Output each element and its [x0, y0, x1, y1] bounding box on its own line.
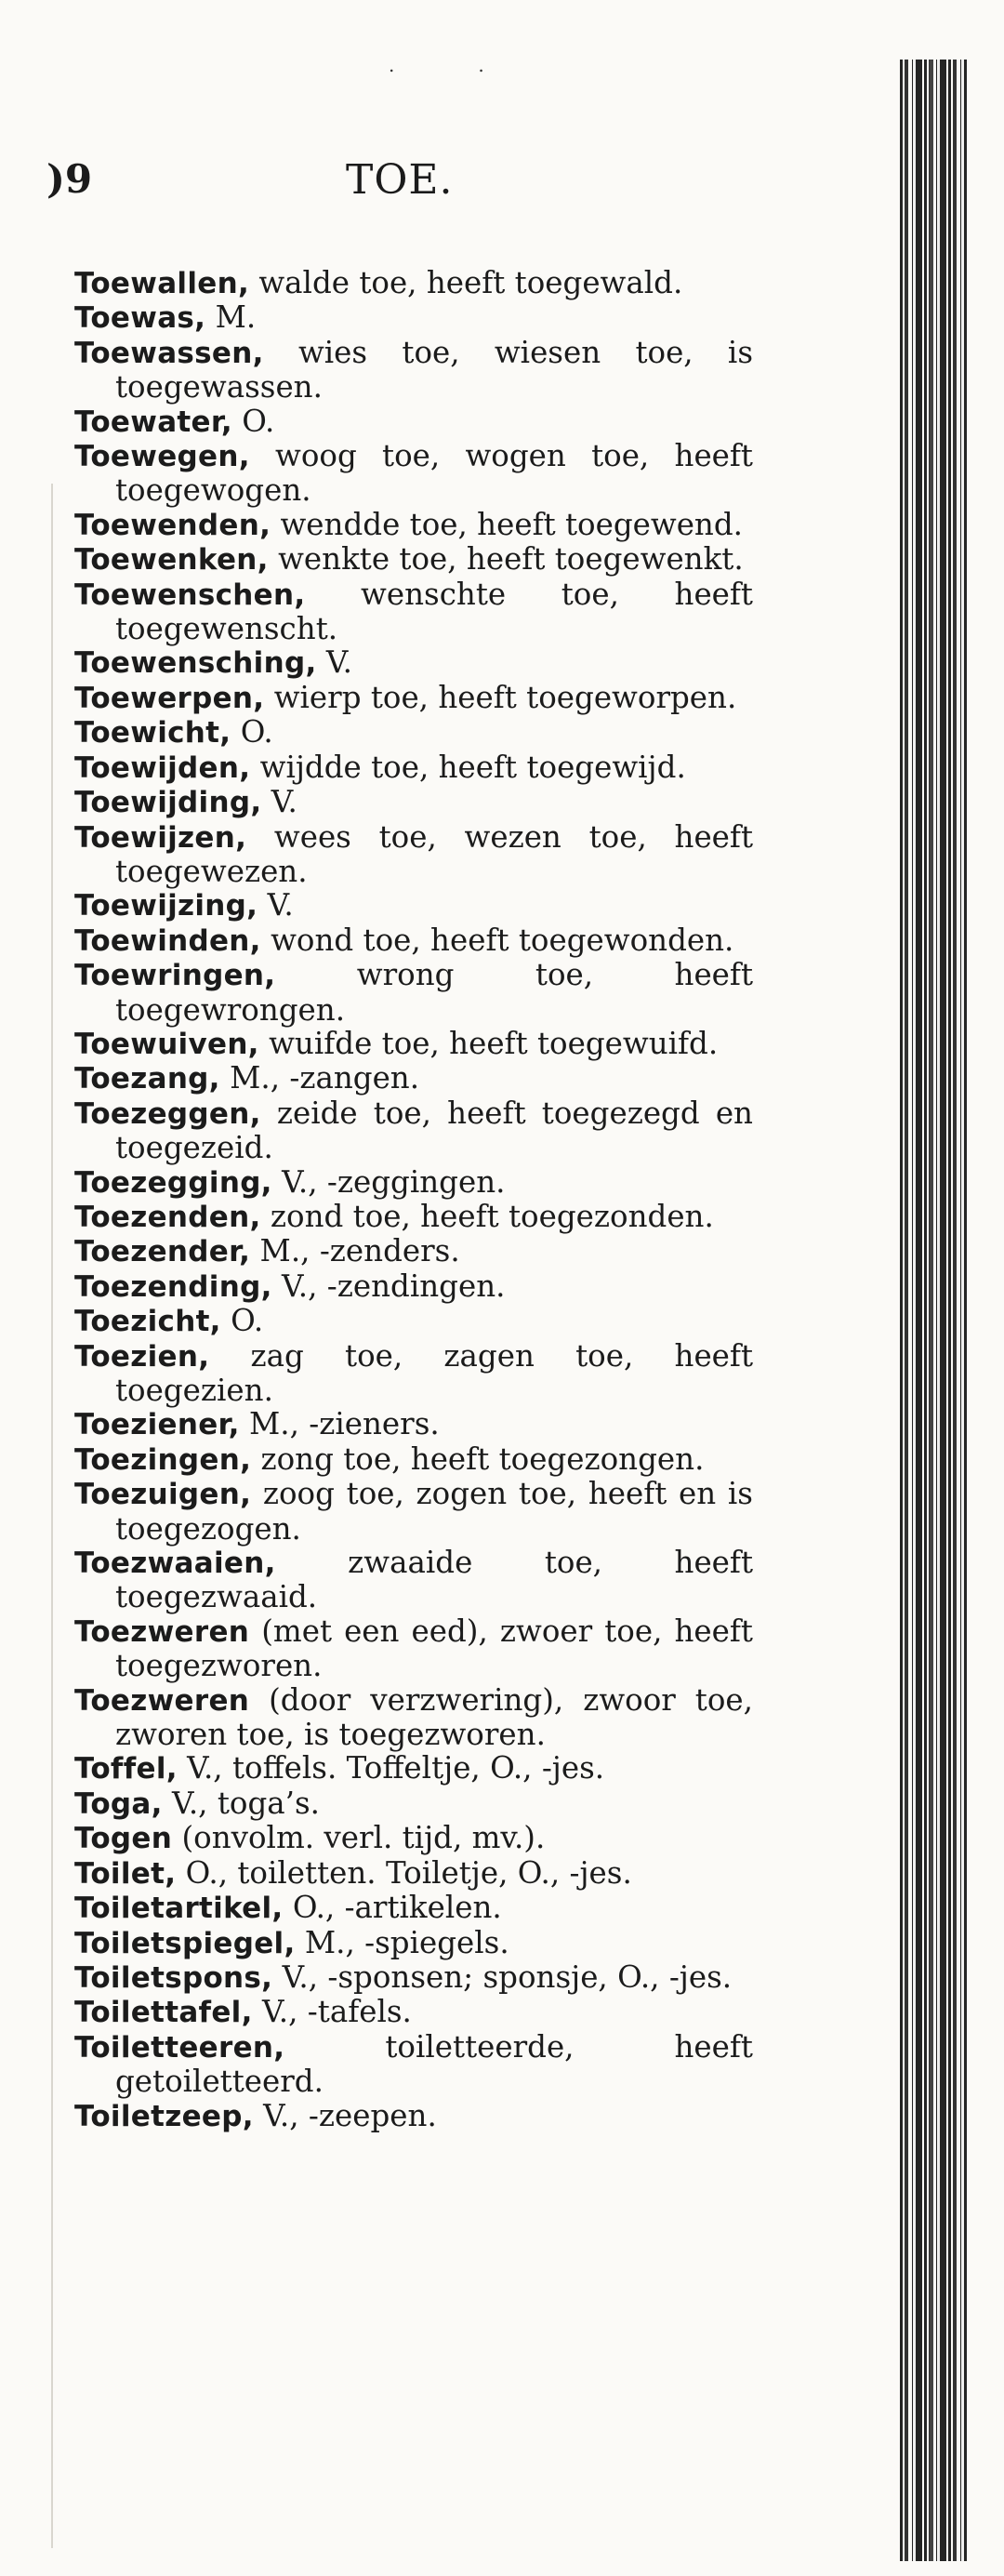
dictionary-entry — [74, 923, 753, 958]
headword: Toffel, — [74, 1752, 178, 1786]
dictionary-entry — [74, 1096, 753, 1165]
definition: O. — [220, 1303, 264, 1339]
headword: Toewijzing, — [74, 889, 258, 923]
dictionary-entry — [74, 888, 753, 923]
definition: wuifde toe, heeft toegewuifd. — [258, 1025, 719, 1061]
definition: wierp toe, heeft toegeworpen. — [264, 679, 737, 715]
dictionary-entry — [74, 1960, 753, 1995]
headword: Toiletzeep, — [74, 2099, 254, 2133]
dictionary-entry — [74, 2030, 753, 2099]
dictionary-entry — [74, 2099, 753, 2133]
dictionary-entry — [74, 439, 753, 508]
headword: Toewinden, — [74, 923, 261, 958]
dictionary-entry — [74, 1477, 753, 1546]
definition: zwaaide toe, heeft toegezwaaid. — [115, 1545, 753, 1615]
dictionary-entry — [74, 1995, 753, 2029]
headword: Toewuiven, — [74, 1027, 259, 1061]
definition: wenschte toe, heeft toegewenscht. — [115, 576, 753, 647]
headword: Toewas, — [74, 301, 206, 336]
headword: Toewensching, — [74, 646, 317, 681]
definition: V., -zeepen. — [253, 2097, 437, 2133]
dictionary-entry — [74, 1304, 753, 1338]
dictionary-entry — [74, 750, 753, 785]
headword: Toezending, — [74, 1269, 272, 1304]
headword: Togen — [74, 1822, 173, 1856]
margin-rule — [51, 484, 53, 2548]
definition: (door verzwering), zwoor toe, zworen toe, is toegezworen. — [115, 1681, 753, 1753]
definition: M., -zangen. — [219, 1060, 420, 1096]
running-head: TOE. — [346, 156, 454, 204]
headword: Toezeggen, — [74, 1096, 261, 1131]
dictionary-entry — [74, 1407, 753, 1441]
definition: woog toe, wogen toe, heeft toegewogen. — [115, 438, 753, 509]
headword: Toezenden, — [74, 1200, 261, 1234]
page-number: )9 — [46, 156, 93, 202]
headword: Toewallen, — [74, 267, 250, 300]
definition: wond toe, heeft toegewonden. — [260, 922, 734, 958]
dictionary-entry — [74, 405, 753, 439]
dictionary-entry — [74, 1546, 753, 1614]
headword: Toewringen, — [74, 959, 276, 993]
dictionary-entry — [74, 1442, 753, 1477]
definition: V. — [261, 784, 297, 820]
definition: wees toe, wezen toe, heeft toegewezen. — [115, 818, 753, 889]
headword: Toewegen, — [74, 440, 250, 474]
headword: Toeziener, — [74, 1408, 240, 1442]
definition: V., -tafels. — [252, 1994, 412, 2030]
dictionary-entry — [74, 1821, 753, 1855]
dictionary-entry — [74, 958, 753, 1027]
definition: O. — [231, 714, 273, 750]
headword: Toezender, — [74, 1235, 251, 1269]
dictionary-entry — [74, 1234, 753, 1268]
dictionary-entry — [74, 1614, 753, 1683]
headword: Toezweren — [74, 1683, 250, 1718]
headword: Toezang, — [74, 1062, 220, 1096]
definition: V., toga’s. — [162, 1785, 320, 1821]
dictionary-entry — [74, 508, 753, 542]
dictionary-entry — [74, 681, 753, 715]
definition: O., toiletten. Toiletje, O., -jes. — [176, 1854, 632, 1891]
dictionary-entry — [74, 336, 753, 405]
dictionary-entry — [74, 1751, 753, 1786]
definition: (met een eed), zwoer toe, heeft toegezworen. — [115, 1613, 753, 1684]
definition: wendde toe, heeft toegewend. — [271, 506, 744, 542]
definition: wrong toe, heeft toegewrongen. — [115, 957, 753, 1028]
dictionary-entry — [74, 1339, 753, 1408]
headword: Toewassen, — [74, 336, 264, 370]
definition: (onvolm. verl. tijd, mv.). — [172, 1820, 546, 1856]
dictionary-entry — [74, 1200, 753, 1234]
dictionary-entry — [74, 1165, 753, 1200]
headword: Toilettafel, — [74, 1996, 253, 2030]
definition: wijdde toe, heeft toegewijd. — [250, 749, 686, 785]
headword: Toga, — [74, 1786, 163, 1821]
headword: Toezingen, — [74, 1442, 252, 1477]
headword: Toezweren — [74, 1614, 250, 1649]
headword: Toezegging, — [74, 1165, 272, 1200]
definition: V. — [258, 887, 294, 923]
dictionary-entry — [74, 542, 753, 577]
definition: V., -sponsen; sponsje, O., -jes. — [272, 1959, 733, 1995]
headword: Toewijzen, — [74, 820, 247, 855]
definition: V., -zendingen. — [271, 1268, 506, 1304]
headword: Toewenden, — [74, 508, 271, 542]
definition: M., -spiegels. — [295, 1924, 509, 1960]
headword: Toiletspons, — [74, 1960, 273, 1995]
definition: zoog toe, zogen toe, heeft en is toegezogen. — [115, 1476, 753, 1547]
book-gutter — [900, 60, 967, 2561]
headword: Toiletteeren, — [74, 2030, 285, 2065]
dictionary-entry — [74, 1926, 753, 1960]
headword: Toezicht, — [74, 1305, 221, 1339]
headword: Toewenken, — [74, 543, 269, 578]
headword: Toezien, — [74, 1339, 210, 1374]
headword: Toewijden, — [74, 750, 251, 785]
dictionary-entry — [74, 1786, 753, 1821]
definition: toiletteerde, heeft getoiletteerd. — [115, 2028, 753, 2100]
definition: zeide toe, heeft toegezegd en toegezeid. — [115, 1095, 753, 1166]
headword: Toezuigen, — [74, 1478, 252, 1512]
definition: V., toffels. Toffeltje, O., -jes. — [177, 1750, 605, 1786]
definition: zag toe, zagen toe, heeft toegezien. — [115, 1337, 753, 1408]
dictionary-entry — [74, 645, 753, 680]
headword: Toewicht, — [74, 716, 231, 750]
definition: O., -artikelen. — [283, 1890, 502, 1926]
dictionary-entry — [74, 266, 753, 300]
definition: M. — [205, 299, 257, 336]
dictionary-entry — [74, 820, 753, 889]
gutter-shadow — [930, 60, 933, 2561]
headword: Toiletartikel, — [74, 1892, 284, 1926]
definition: V. — [316, 644, 352, 681]
definition: M., -zenders. — [250, 1233, 460, 1269]
dictionary-entry — [74, 785, 753, 819]
definition: M., -zieners. — [239, 1406, 440, 1442]
definition: zond toe, heeft toegezonden. — [260, 1198, 714, 1234]
print-specks: .. — [389, 54, 568, 76]
dictionary-entry — [74, 1061, 753, 1095]
dictionary-entry — [74, 1027, 753, 1061]
definition: wies toe, wiesen toe, is toegewassen. — [115, 334, 753, 405]
definition: walde toe, heeft toegewald. — [249, 265, 683, 300]
definition: wenkte toe, heeft toegewenkt. — [268, 541, 744, 578]
dictionary-entry — [74, 1683, 753, 1752]
dictionary-entry — [74, 1891, 753, 1925]
dictionary-entry — [74, 1269, 753, 1304]
dictionary-entry — [74, 300, 753, 335]
headword: Toezwaaien, — [74, 1547, 276, 1581]
headword: Toewijding, — [74, 786, 262, 820]
dictionary-entry — [74, 578, 753, 646]
definition: zong toe, heeft toegezongen. — [251, 1441, 705, 1477]
dictionary-entries — [74, 266, 753, 2133]
headword: Toilet, — [74, 1856, 177, 1891]
definition: V., -zeggingen. — [271, 1163, 506, 1200]
dictionary-entry — [74, 1856, 753, 1891]
headword: Toewenschen, — [74, 578, 306, 612]
definition: O. — [231, 403, 275, 439]
headword: Toewater, — [74, 405, 232, 439]
dictionary-entry — [74, 715, 753, 750]
headword: Toewerpen, — [74, 681, 265, 715]
headword: Toiletspiegel, — [74, 1926, 296, 1960]
